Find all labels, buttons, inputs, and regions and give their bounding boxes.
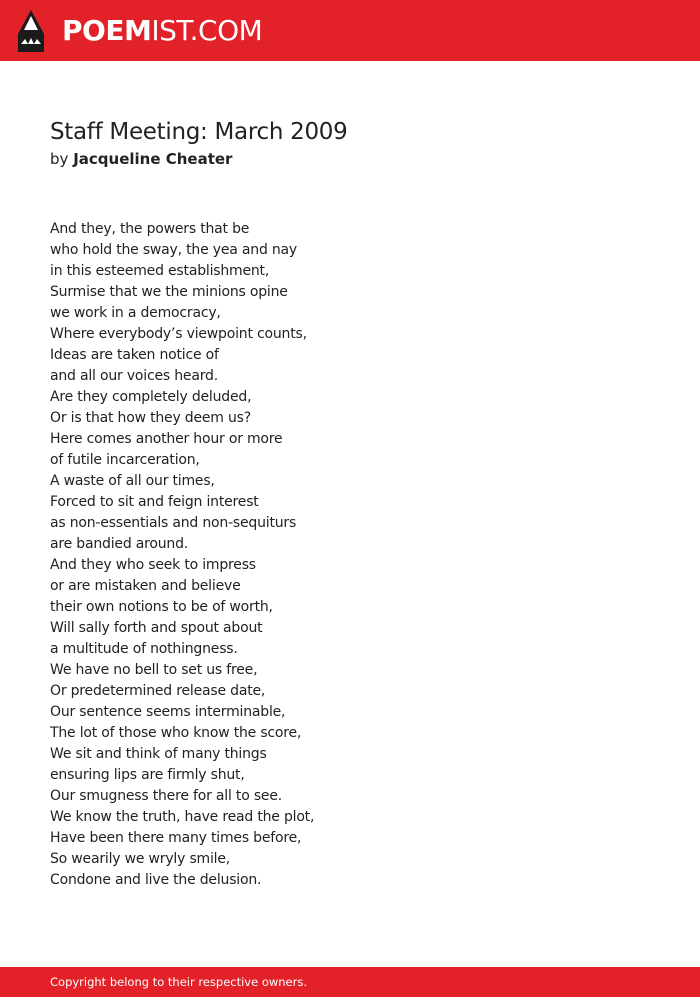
poem-line: Have been there many times before,: [50, 830, 302, 846]
logo-text-light: IST.COM: [151, 14, 263, 47]
poem-line: we work in a democracy,: [50, 305, 221, 321]
poem-line: Our sentence seems interminable,: [50, 704, 286, 720]
poem-line: or are mistaken and believe: [50, 578, 241, 594]
logo-text-bold: POEM: [62, 14, 152, 47]
site-header: [0, 0, 700, 61]
poem-line: their own notions to be of worth,: [50, 599, 273, 615]
poem-line: Here comes another hour or more: [50, 431, 283, 447]
poem-line: Where everybody’s viewpoint counts,: [50, 326, 307, 342]
poem-line: as non-essentials and non-sequiturs: [50, 515, 297, 531]
poem-line: ensuring lips are firmly shut,: [50, 767, 245, 783]
poem-line: in this esteemed establishment,: [50, 263, 270, 279]
poem-line: So wearily we wryly smile,: [50, 851, 231, 867]
poem-body: [50, 219, 650, 891]
poem-line: Are they completely deluded,: [50, 389, 252, 405]
poem-line: Or predetermined release date,: [50, 683, 266, 699]
poem-line: Will sally forth and spout about: [50, 620, 263, 636]
poem-line: We have no bell to set us free,: [50, 662, 258, 678]
poem-line: of futile incarceration,: [50, 452, 200, 468]
site-logo-text: [62, 14, 263, 47]
poem-line: And they, the powers that be: [50, 221, 250, 237]
poem-line: a multitude of nothingness.: [50, 641, 238, 657]
copyright-notice: Copyright belong to their respective owners.: [50, 975, 308, 989]
site-footer: [0, 967, 700, 997]
poem-line: Ideas are taken notice of: [50, 347, 219, 363]
poem-line: And they who seek to impress: [50, 557, 256, 573]
site-logo-link[interactable]: [18, 10, 262, 52]
poem-line: A waste of all our times,: [50, 473, 215, 489]
poem-content: [50, 117, 650, 891]
poem-line: Our smugness there for all to see.: [50, 788, 282, 804]
poem-line: who hold the sway, the yea and nay: [50, 242, 298, 258]
poem-line: Or is that how they deem us?: [50, 410, 251, 426]
poem-line: We sit and think of many things: [50, 746, 267, 762]
poem-line: Surmise that we the minions opine: [50, 284, 288, 300]
poem-byline: [50, 147, 650, 171]
poem-title: Staff Meeting: March 2009: [50, 119, 348, 145]
author-name: Jacqueline Cheater: [73, 150, 233, 168]
poem-line: The lot of those who know the score,: [50, 725, 302, 741]
byline-prefix: by: [50, 150, 69, 168]
poem-line: Condone and live the delusion.: [50, 872, 262, 888]
pencil-logo-icon: [18, 10, 44, 52]
poem-line: are bandied around.: [50, 536, 189, 552]
poem-line: We know the truth, have read the plot,: [50, 809, 315, 825]
poem-line: and all our voices heard.: [50, 368, 218, 384]
poem-line: Forced to sit and feign interest: [50, 494, 259, 510]
